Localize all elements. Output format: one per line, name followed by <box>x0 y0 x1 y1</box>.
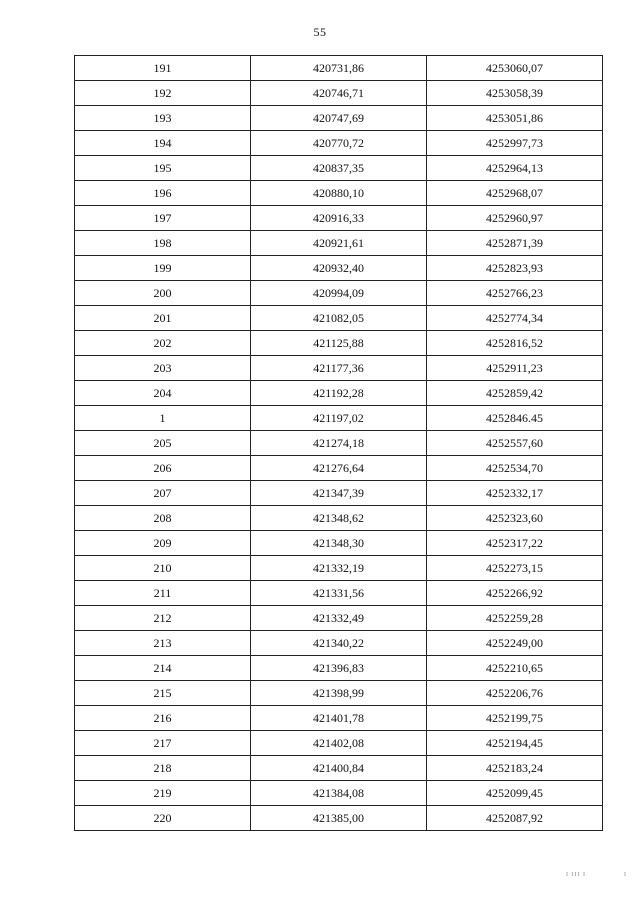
table-row <box>75 56 603 81</box>
table-row <box>75 706 603 731</box>
scan-mark-secondary: I <box>624 872 626 878</box>
x-coordinate-cell: 421274,18 <box>251 431 427 456</box>
table-row <box>75 206 603 231</box>
x-coordinate-cell: 421347,39 <box>251 481 427 506</box>
point-number-cell: 202 <box>75 331 251 356</box>
point-number-cell: 208 <box>75 506 251 531</box>
table-row <box>75 506 603 531</box>
y-coordinate-cell: 4252774,34 <box>427 306 603 331</box>
coordinates-table-body <box>75 56 603 831</box>
point-number-cell: 218 <box>75 756 251 781</box>
point-number-cell: 207 <box>75 481 251 506</box>
point-number-cell: 209 <box>75 531 251 556</box>
x-coordinate-cell: 420837,35 <box>251 156 427 181</box>
x-coordinate-cell: 421348,30 <box>251 531 427 556</box>
point-number-cell: 1 <box>75 406 251 431</box>
x-coordinate-cell: 421401,78 <box>251 706 427 731</box>
y-coordinate-cell: 4252997,73 <box>427 131 603 156</box>
point-number-cell: 205 <box>75 431 251 456</box>
y-coordinate-cell: 4252273,15 <box>427 556 603 581</box>
y-coordinate-cell: 4252199,75 <box>427 706 603 731</box>
point-number-cell: 192 <box>75 81 251 106</box>
point-number-cell: 197 <box>75 206 251 231</box>
table-row <box>75 581 603 606</box>
x-coordinate-cell: 420731,86 <box>251 56 427 81</box>
x-coordinate-cell: 420994,09 <box>251 281 427 306</box>
table-row <box>75 156 603 181</box>
y-coordinate-cell: 4252323,60 <box>427 506 603 531</box>
x-coordinate-cell: 420747,69 <box>251 106 427 131</box>
x-coordinate-cell: 421340,22 <box>251 631 427 656</box>
y-coordinate-cell: 4252960,97 <box>427 206 603 231</box>
table-row <box>75 681 603 706</box>
point-number-cell: 210 <box>75 556 251 581</box>
point-number-cell: 198 <box>75 231 251 256</box>
y-coordinate-cell: 4252557,60 <box>427 431 603 456</box>
table-row <box>75 806 603 831</box>
point-number-cell: 200 <box>75 281 251 306</box>
point-number-cell: 194 <box>75 131 251 156</box>
scan-mark: I III I <box>566 872 586 878</box>
y-coordinate-cell: 4252249,00 <box>427 631 603 656</box>
point-number-cell: 214 <box>75 656 251 681</box>
point-number-cell: 213 <box>75 631 251 656</box>
point-number-cell: 215 <box>75 681 251 706</box>
x-coordinate-cell: 421400,84 <box>251 756 427 781</box>
y-coordinate-cell: 4252332,17 <box>427 481 603 506</box>
point-number-cell: 206 <box>75 456 251 481</box>
y-coordinate-cell: 4252317,22 <box>427 531 603 556</box>
coordinates-table <box>74 55 603 831</box>
point-number-cell: 212 <box>75 606 251 631</box>
table-row <box>75 231 603 256</box>
x-coordinate-cell: 421331,56 <box>251 581 427 606</box>
y-coordinate-cell: 4252266,92 <box>427 581 603 606</box>
table-row <box>75 606 603 631</box>
point-number-cell: 193 <box>75 106 251 131</box>
x-coordinate-cell: 421385,00 <box>251 806 427 831</box>
table-row <box>75 631 603 656</box>
point-number-cell: 219 <box>75 781 251 806</box>
point-number-cell: 216 <box>75 706 251 731</box>
table-row <box>75 331 603 356</box>
x-coordinate-cell: 421384,08 <box>251 781 427 806</box>
table-row <box>75 481 603 506</box>
x-coordinate-cell: 421348,62 <box>251 506 427 531</box>
y-coordinate-cell: 4252099,45 <box>427 781 603 806</box>
table-row <box>75 106 603 131</box>
table-row <box>75 281 603 306</box>
y-coordinate-cell: 4252087,92 <box>427 806 603 831</box>
table-row <box>75 756 603 781</box>
table-row <box>75 656 603 681</box>
table-row <box>75 781 603 806</box>
x-coordinate-cell: 421125,88 <box>251 331 427 356</box>
x-coordinate-cell: 421332,19 <box>251 556 427 581</box>
y-coordinate-cell: 4252859,42 <box>427 381 603 406</box>
point-number-cell: 191 <box>75 56 251 81</box>
point-number-cell: 199 <box>75 256 251 281</box>
point-number-cell: 217 <box>75 731 251 756</box>
point-number-cell: 195 <box>75 156 251 181</box>
x-coordinate-cell: 421398,99 <box>251 681 427 706</box>
x-coordinate-cell: 421197,02 <box>251 406 427 431</box>
table-row <box>75 131 603 156</box>
x-coordinate-cell: 421402,08 <box>251 731 427 756</box>
y-coordinate-cell: 4252823,93 <box>427 256 603 281</box>
y-coordinate-cell: 4253058,39 <box>427 81 603 106</box>
point-number-cell: 204 <box>75 381 251 406</box>
point-number-cell: 211 <box>75 581 251 606</box>
x-coordinate-cell: 421082,05 <box>251 306 427 331</box>
point-number-cell: 220 <box>75 806 251 831</box>
table-row <box>75 406 603 431</box>
y-coordinate-cell: 4252911,23 <box>427 356 603 381</box>
y-coordinate-cell: 4253060,07 <box>427 56 603 81</box>
table-row <box>75 456 603 481</box>
x-coordinate-cell: 421396,83 <box>251 656 427 681</box>
y-coordinate-cell: 4252871,39 <box>427 231 603 256</box>
table-row <box>75 181 603 206</box>
y-coordinate-cell: 4252964,13 <box>427 156 603 181</box>
table-row <box>75 556 603 581</box>
page-number: 55 <box>313 25 327 39</box>
table-row <box>75 306 603 331</box>
table-row <box>75 431 603 456</box>
table-row <box>75 256 603 281</box>
x-coordinate-cell: 420921,61 <box>251 231 427 256</box>
y-coordinate-cell: 4252968,07 <box>427 181 603 206</box>
y-coordinate-cell: 4252816,52 <box>427 331 603 356</box>
y-coordinate-cell: 4252846.45 <box>427 406 603 431</box>
table-row <box>75 356 603 381</box>
x-coordinate-cell: 420770,72 <box>251 131 427 156</box>
x-coordinate-cell: 421192,28 <box>251 381 427 406</box>
table-row <box>75 81 603 106</box>
y-coordinate-cell: 4252534,70 <box>427 456 603 481</box>
x-coordinate-cell: 421332,49 <box>251 606 427 631</box>
x-coordinate-cell: 421177,36 <box>251 356 427 381</box>
x-coordinate-cell: 420932,40 <box>251 256 427 281</box>
table-row <box>75 381 603 406</box>
table-row <box>75 531 603 556</box>
point-number-cell: 203 <box>75 356 251 381</box>
x-coordinate-cell: 420880,10 <box>251 181 427 206</box>
y-coordinate-cell: 4252206,76 <box>427 681 603 706</box>
y-coordinate-cell: 4252259,28 <box>427 606 603 631</box>
point-number-cell: 196 <box>75 181 251 206</box>
table-row <box>75 731 603 756</box>
y-coordinate-cell: 4252210,65 <box>427 656 603 681</box>
x-coordinate-cell: 421276,64 <box>251 456 427 481</box>
x-coordinate-cell: 420916,33 <box>251 206 427 231</box>
y-coordinate-cell: 4252194,45 <box>427 731 603 756</box>
point-number-cell: 201 <box>75 306 251 331</box>
x-coordinate-cell: 420746,71 <box>251 81 427 106</box>
y-coordinate-cell: 4252183,24 <box>427 756 603 781</box>
y-coordinate-cell: 4253051,86 <box>427 106 603 131</box>
y-coordinate-cell: 4252766,23 <box>427 281 603 306</box>
